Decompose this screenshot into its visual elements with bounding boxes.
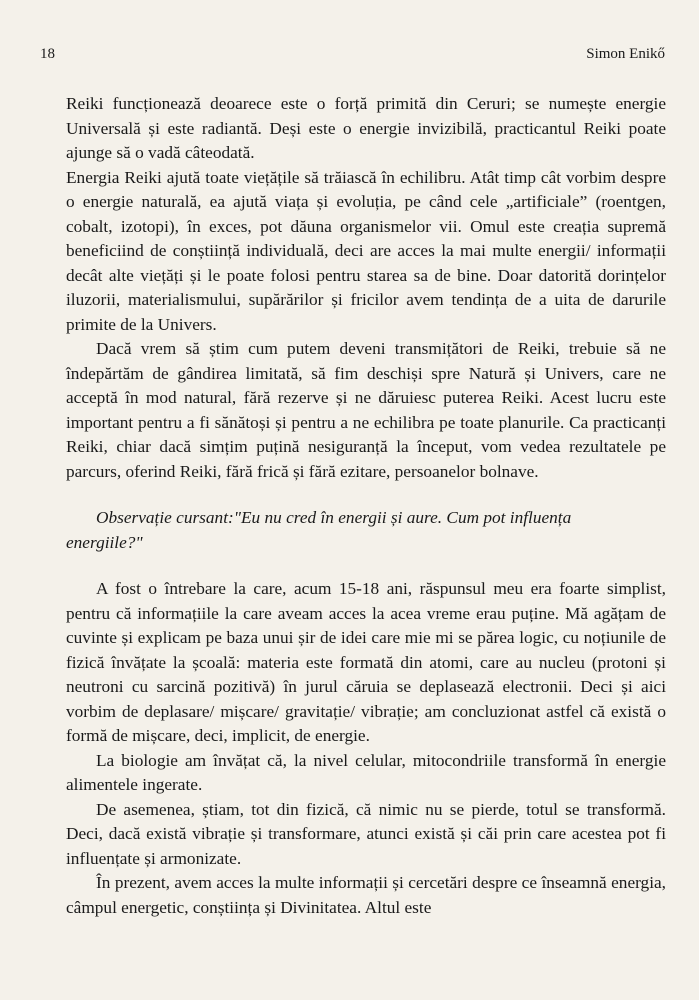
paragraph: În prezent, avem acces la multe informații și cercetări despre ce înseamnă energia, câmpul energetic, conștiința și Divinitatea. Altul este [66,873,666,917]
paragraph: De asemenea, știam, tot din fizică, că nimic nu se pierde, totul se transformă. Deci, dacă există vibrație și transformare, atunci există și căi prin care acestea pot fi influențate și armonizate. [66,799,666,868]
paragraph: La biologie am învățat că, la nivel celular, mitocondriile transformă în energie alimentele ingerate. [66,750,666,794]
paragraph-spacer [66,555,666,577]
page-number: 18 [40,46,55,62]
paragraph: A fost o întrebare la care, acum 15-18 ani, răspunsul meu era foarte simplist, pentru că informațiile la care aveam acces la acea vreme erau puține. Mă agățam de cuvinte și explicam pe baza unui șir de idei care mie mi se părea logic, cu noțiunile de fizică învățate la școală: materia este formată din atomi, care au nucleu (protoni și neutroni cu sarcină pozitivă) în jurul căruia se deplasează electronii. Deci și aici vorbim de deplasare/ mișcare/ gravitație/ vibrație; am concluzionat astfel că există o formă de mișcare, deci, implicit, de energie. [66,579,666,745]
page-header [40,46,665,68]
student-observation: Observație cursant:"Eu nu cred în energii și aure. Cum pot influența energiile?" [66,508,572,552]
paragraph: Reiki funcționează deoarece este o forță primită din Ceruri; se numește energie Universală și este radiantă. Deși este o energie invizibilă, practicantul Reiki poate ajunge să o vadă câteodată. [66,94,666,162]
running-head-author: Simon Enikő [586,46,665,62]
paragraph: Dacă vrem să știm cum putem deveni transmițători de Reiki, trebuie să ne îndepărtăm de gândirea limitată, să fim deschiși spre Natură și Univers, care ne acceptă în mod natural, fără rezerve și ne dăruiesc puterea Reiki. Acest lucru este important pentru a fi sănătoși și pentru a ne echilibra pe toate planurile. Ca practicanți Reiki, chiar dacă simțim puțină nesiguranță la început, vom vedea rezultatele pe parcurs, oferind Reiki, fără frică și fără ezitare, persoanelor bolnave. [66,339,666,481]
paragraph-spacer [66,484,666,506]
body-text [66,92,666,920]
paragraph: Energia Reiki ajută toate viețățile să trăiască în echilibru. Atât timp cât vorbim despre o energie naturală, ea ajută viața și evoluția, pe când cele „artificiale” (roentgen, cobalt, izotopi), în exces, pot dăuna organismelor vii. Omul este creația supremă beneficiind de conștiință individuală, deci are acces la mai multe energii/ informații decât alte viețăți și le poate folosi pentru starea sa de bine. Doar datorită dorințelor iluzorii, materialismului, supărărilor și fricilor avem tendința de a uita de darurile primite de la Univers. [66,167,666,334]
